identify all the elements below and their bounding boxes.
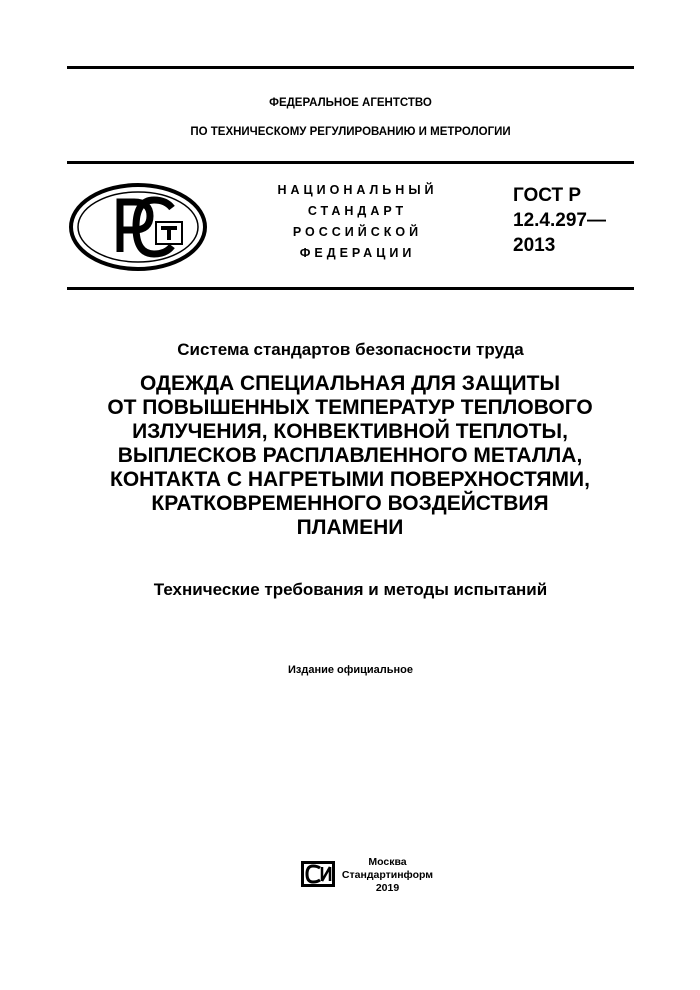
gost-line-1: ГОСТ Р — [513, 185, 582, 206]
title-line-7: ПЛАМЕНИ — [296, 516, 404, 539]
document-title — [40, 372, 660, 540]
header-rule — [67, 161, 634, 164]
gost-r-logo-icon — [68, 182, 208, 272]
title-line-2: ОТ ПОВЫШЕННЫХ ТЕМПЕРАТУР ТЕПЛОВОГО — [107, 396, 593, 419]
document-subtitle: Технические требования и методы испытаний — [153, 580, 548, 599]
edition-note: Издание официальное — [287, 664, 414, 676]
national-line-2: СТАНДАРТ — [307, 204, 408, 218]
standard-block-rule — [67, 287, 634, 290]
imprint-year: 2019 — [375, 882, 400, 894]
national-line-1: НАЦИОНАЛЬНЫЙ — [277, 183, 438, 197]
gost-number — [513, 183, 606, 258]
agency-line-1: ФЕДЕРАЛЬНОЕ АГЕНТСТВО — [269, 97, 432, 109]
top-rule — [67, 66, 634, 69]
series-title: Система стандартов безопасности труда — [177, 340, 524, 359]
imprint — [340, 856, 435, 895]
title-line-4: ВЫПЛЕСКОВ РАСПЛАВЛЕННОГО МЕТАЛЛА, — [117, 444, 583, 467]
gost-line-3: 2013 — [513, 235, 556, 256]
national-line-3: РОССИЙСКОЙ — [292, 225, 423, 239]
gost-line-2: 12.4.297— — [513, 210, 606, 231]
imprint-publisher: Стандартинформ — [341, 869, 434, 881]
imprint-city: Москва — [368, 856, 407, 868]
national-standard-label — [245, 180, 470, 264]
national-line-4: ФЕДЕРАЦИИ — [299, 246, 416, 260]
standartinform-logo-icon — [300, 860, 336, 888]
title-line-5: КОНТАКТА С НАГРЕТЫМИ ПОВЕРХНОСТЯМИ, — [110, 468, 590, 491]
agency-line-2: ПО ТЕХНИЧЕСКОМУ РЕГУЛИРОВАНИЮ И МЕТРОЛОГИИ — [190, 126, 511, 138]
title-line-1: ОДЕЖДА СПЕЦИАЛЬНАЯ ДЛЯ ЗАЩИТЫ — [140, 372, 560, 395]
title-line-3: ИЗЛУЧЕНИЯ, КОНВЕКТИВНОЙ ТЕПЛОТЫ, — [132, 420, 568, 443]
title-line-6: КРАТКОВРЕМЕННОГО ВОЗДЕЙСТВИЯ — [151, 492, 549, 515]
